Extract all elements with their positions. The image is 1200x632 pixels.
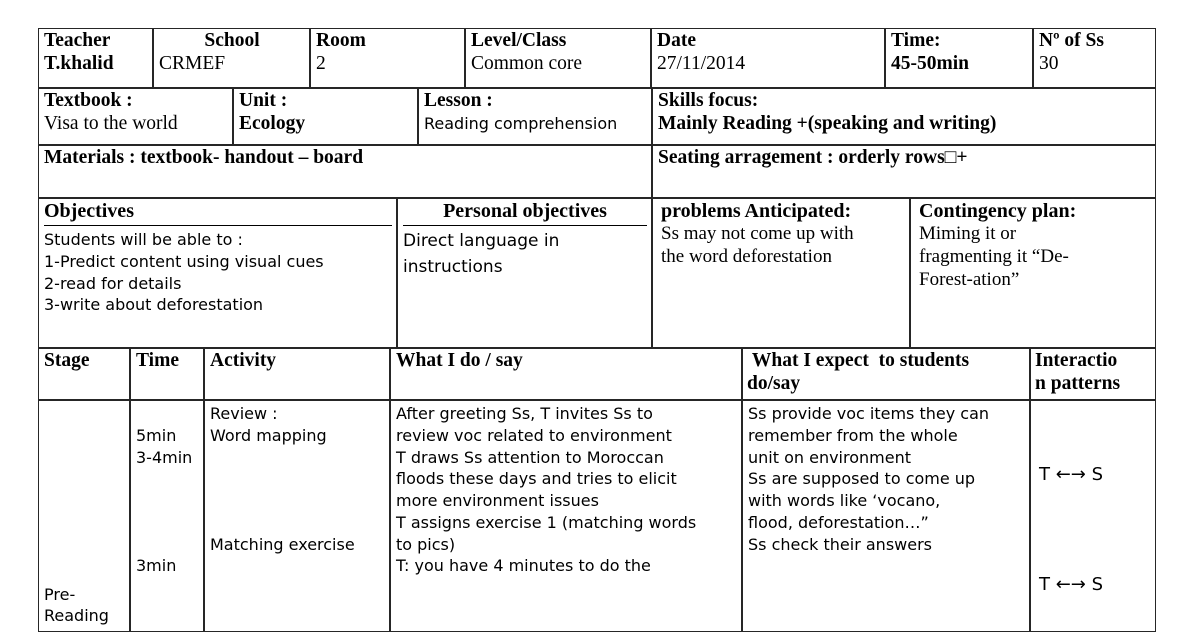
cell-date-value: 27/11/2014	[657, 52, 746, 74]
cell-number-of-ss-label: Nº of Ss	[1039, 30, 1104, 51]
text-line	[136, 490, 199, 512]
col-header-time	[130, 348, 204, 400]
text-line: more environment issues	[396, 491, 599, 510]
personal-objectives-line: instructions	[403, 256, 503, 277]
text-line: remember from the whole	[748, 425, 958, 445]
cell-materials	[38, 145, 652, 198]
unit-value: Ecology	[239, 112, 306, 134]
col-header-what-i-expect-line2: do/say	[747, 372, 801, 394]
personal-objectives-rule	[403, 225, 647, 226]
cell-room-value: 2	[316, 52, 326, 74]
text-line	[136, 403, 199, 425]
stage-text	[44, 584, 130, 628]
objectives-title: Objectives	[44, 200, 134, 222]
text-line: flood, deforestation…”	[748, 512, 929, 532]
cell-seating-arrangement	[652, 145, 1156, 198]
interaction-spacer	[1039, 403, 1151, 463]
lesson-plan-grid	[38, 28, 1156, 632]
cell-contingency-plan	[910, 198, 1156, 348]
row-cell-stage	[38, 400, 130, 632]
problems-anticipated-title: problems Anticipated:	[661, 200, 852, 222]
cell-school-label: School	[204, 30, 260, 51]
contingency-plan-line: Forest-ation”	[919, 268, 1020, 290]
cell-time-value: 45-50min	[891, 52, 969, 74]
interaction-pattern-1: T ←→ S	[1039, 464, 1104, 485]
problems-anticipated-line: the word deforestation	[661, 245, 832, 267]
cell-teacher-value: T.khalid	[44, 52, 114, 74]
cell-date	[651, 28, 885, 88]
objectives-line: 1-Predict content using visual cues	[44, 251, 324, 271]
problems-anticipated-lines	[661, 223, 905, 269]
problems-anticipated-line: Ss may not come up with	[661, 223, 854, 245]
cell-skills-focus	[652, 88, 1156, 145]
col-header-interaction-patterns	[1030, 348, 1156, 400]
cell-time-label: Time:	[891, 30, 941, 51]
cell-number-of-ss-value: 30	[1039, 52, 1059, 74]
col-header-stage	[38, 348, 130, 400]
textbook-label: Textbook :	[44, 90, 133, 111]
personal-objectives-line: Direct language in	[403, 231, 560, 252]
cell-room	[310, 28, 465, 88]
col-header-activity	[204, 348, 390, 400]
objectives-line: Students will be able to :	[44, 230, 243, 250]
cell-level-class-value: Common core	[471, 52, 583, 74]
cell-room-label: Room	[316, 30, 366, 51]
text-line: After greeting Ss, T invites Ss to	[396, 404, 653, 423]
cell-teacher-label: Teacher	[44, 30, 111, 51]
col-header-what-i-do	[390, 348, 742, 400]
cell-problems-anticipated	[652, 198, 910, 348]
interaction-pattern-2: T ←→ S	[1039, 574, 1104, 596]
cell-level-class-label: Level/Class	[471, 30, 567, 51]
cell-unit	[233, 88, 418, 145]
lesson-label: Lesson :	[424, 90, 493, 111]
text-line: Ss are supposed to come up	[748, 469, 976, 489]
cell-level-class	[465, 28, 651, 88]
contingency-plan-line: Miming it or	[919, 223, 1017, 245]
row-cell-time	[130, 400, 204, 632]
col-header-interaction-line1: Interactio	[1035, 350, 1118, 371]
text-line	[210, 512, 385, 534]
cell-school-value: CRMEF	[159, 52, 226, 74]
col-header-what-i-expect-line1: What I expect to students	[747, 350, 970, 371]
text-line: Ss provide voc items they can	[748, 404, 990, 423]
objectives-line: 2-read for details	[44, 273, 182, 293]
personal-objectives-title: Personal objectives	[443, 200, 607, 222]
row-cell-interaction-patterns	[1030, 400, 1156, 632]
skills-focus-value: Mainly Reading +(speaking and writing)	[658, 112, 997, 134]
text-line: unit on environment	[748, 447, 911, 467]
cell-school	[153, 28, 310, 88]
text-line: 3min	[136, 556, 177, 576]
text-line: 5min	[136, 425, 177, 445]
text-line: Matching exercise	[210, 534, 355, 554]
text-line: Reading	[44, 606, 109, 626]
textbook-value: Visa to the world	[44, 112, 178, 134]
col-header-stage-label: Stage	[44, 350, 90, 371]
objectives-rule	[44, 225, 392, 226]
text-line: Review :	[210, 404, 278, 423]
col-header-activity-label: Activity	[210, 350, 277, 371]
text-line: Word mapping	[210, 425, 327, 445]
text-line: Ss check their answers	[748, 534, 932, 554]
cell-time	[885, 28, 1033, 88]
cell-date-label: Date	[657, 30, 696, 51]
row-cell-what-i-expect	[742, 400, 1030, 632]
row-cell-activity	[204, 400, 390, 632]
text-line: T assigns exercise 1 (matching words	[396, 512, 697, 532]
text-line	[210, 447, 385, 469]
cell-objectives	[38, 198, 397, 348]
personal-objectives-lines	[403, 229, 647, 280]
text-line: T: you have 4 minutes to do the	[396, 556, 651, 576]
skills-focus-label: Skills focus:	[658, 90, 759, 111]
text-line	[210, 468, 385, 490]
seating-arrangement-text: Seating arragement : orderly rows□+	[658, 147, 968, 168]
lesson-value: Reading comprehension	[424, 113, 618, 133]
text-line: Pre-	[44, 584, 76, 604]
col-header-what-i-do-label: What I do / say	[396, 350, 523, 371]
text-line: to pics)	[396, 534, 456, 554]
text-line: review voc related to environment	[396, 425, 672, 445]
text-line: floods these days and tries to elicit	[396, 469, 677, 489]
unit-label: Unit :	[239, 90, 288, 111]
text-line	[136, 512, 199, 534]
text-line: 3-4min	[136, 447, 193, 467]
col-header-what-i-expect	[742, 348, 1030, 400]
materials-text: Materials : textbook- handout – board	[44, 147, 364, 168]
cell-lesson	[418, 88, 652, 145]
objectives-lines	[44, 229, 392, 316]
text-line	[136, 534, 199, 556]
text-line: with words like ‘vocano,	[748, 491, 941, 510]
col-header-interaction-line2: n patterns	[1035, 372, 1121, 394]
cell-teacher	[38, 28, 153, 88]
contingency-plan-line: fragmenting it “De-	[919, 245, 1069, 267]
text-line	[136, 468, 199, 490]
cell-personal-objectives	[397, 198, 652, 348]
cell-number-of-ss	[1033, 28, 1156, 88]
objectives-line: 3-write about deforestation	[44, 295, 264, 315]
text-line: T draws Ss attention to Moroccan	[396, 447, 664, 467]
contingency-plan-title: Contingency plan:	[919, 200, 1077, 222]
col-header-time-label: Time	[136, 350, 179, 371]
interaction-spacer-2	[1039, 487, 1151, 573]
text-line	[210, 490, 385, 512]
cell-textbook	[38, 88, 233, 145]
row-cell-what-i-do	[390, 400, 742, 632]
contingency-plan-lines	[919, 223, 1151, 291]
